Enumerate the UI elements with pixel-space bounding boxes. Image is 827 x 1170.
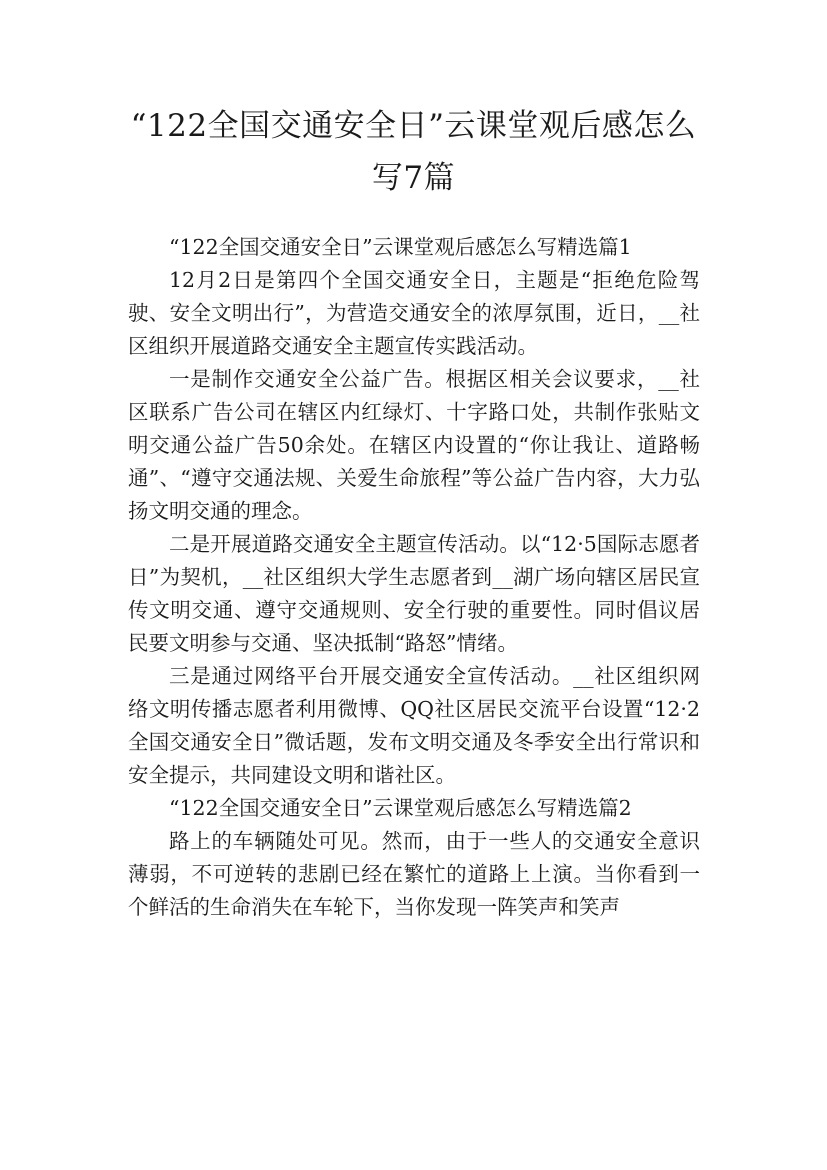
document-body <box>128 231 700 924</box>
paragraph: 路上的车辆随处可见。然而，由于一些人的交通安全意识薄弱，不可逆转的悲剧已经在繁忙的道路上上演。当你看到一个鲜活的生命消失在车轮下，当你发现一阵笑声和笑声 <box>128 829 700 919</box>
paragraph: 二是开展道路交通安全主题宣传活动。以“12·5国际志愿者日”为契机，__社区组织大学生志愿者到__湖广场向辖区居民宣传文明交通、遵守交通规则、安全行驶的重要性。同时倡议居民要文明参与交通、坚决抵制“路怒”情绪。 <box>128 532 700 655</box>
paragraph: 三是通过网络平台开展交通安全宣传活动。__社区组织网络文明传播志愿者利用微博、QQ社区居民交流平台设置“12·2全国交通安全日”微话题，发布文明交通及冬季安全出行常识和安全提示，共同建设文明和谐社区。 <box>128 664 700 787</box>
paragraph: 一是制作交通安全公益广告。根据区相关会议要求，__社区联系广告公司在辖区内红绿灯、十字路口处，共制作张贴文明交通公益广告50余处。在辖区内设置的“你让我让、道路畅通”、“遵守交通法规、关爱生命旅程”等公益广告内容，大力弘扬文明交通的理念。 <box>128 367 700 523</box>
document-title <box>110 100 717 204</box>
title-line-1: “122全国交通安全日”云课堂观后感怎么 <box>130 108 697 144</box>
section-heading-2: “122全国交通安全日”云课堂观后感怎么写精选篇2 <box>169 796 632 820</box>
section-heading-1: “122全国交通安全日”云课堂观后感怎么写精选篇1 <box>169 235 632 259</box>
paragraph: 12月2日是第四个全国交通安全日，主题是“拒绝危险驾驶、安全文明出行”，为营造交通安全的浓厚氛围，近日，__社区组织开展道路交通安全主题宣传实践活动。 <box>128 268 700 358</box>
title-line-2: 写7篇 <box>371 160 456 196</box>
